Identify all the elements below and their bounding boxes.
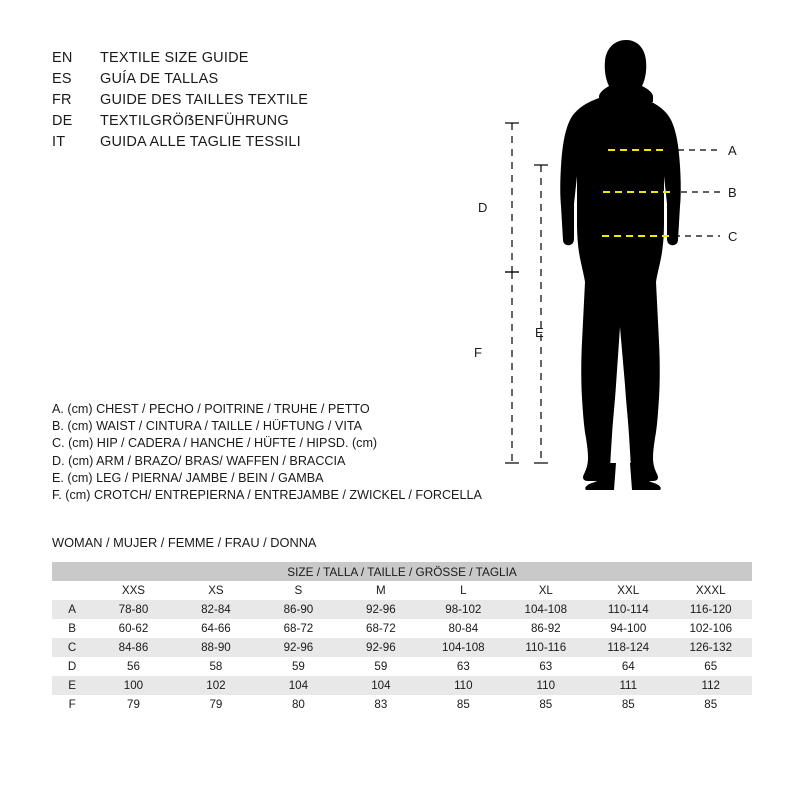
cell-f-l: 85 [422, 695, 504, 714]
cell-e-xl: 110 [505, 676, 587, 695]
woman-silhouette-icon [560, 40, 681, 490]
legend-block [52, 401, 532, 504]
label-a: A [728, 143, 737, 158]
title-block [52, 50, 472, 155]
label-f: F [474, 345, 482, 360]
legend-line-e: E. (cm) LEG / PIERNA/ JAMBE / BEIN / GAMBA [52, 470, 324, 485]
cell-f-xxs: 79 [92, 695, 174, 714]
column-xl: XL [505, 581, 587, 600]
table-row [52, 638, 752, 657]
gender-label: WOMAN / MUJER / FEMME / FRAU / DONNA [52, 535, 317, 550]
title-lang-es: ES [52, 71, 72, 87]
cell-b-xs: 64-66 [175, 619, 257, 638]
title-row [52, 134, 472, 155]
cell-a-s: 86-90 [257, 600, 339, 619]
cell-e-xxs: 100 [92, 676, 174, 695]
label-b: B [728, 185, 737, 200]
legend-line-c: C. (cm) HIP / CADERA / HANCHE / HÜFTE / HIPSD. (cm) [52, 436, 378, 451]
row-label-d: D [52, 657, 92, 676]
page-title-es: GUÍA DE TALLAS [100, 71, 219, 87]
cell-b-l: 80-84 [422, 619, 504, 638]
cell-c-xs: 88-90 [175, 638, 257, 657]
cell-f-s: 80 [257, 695, 339, 714]
title-row [52, 71, 472, 92]
table-row [52, 676, 752, 695]
page-title-fr: GUIDE DES TAILLES TEXTILE [100, 92, 309, 108]
cell-c-l: 104-108 [422, 638, 504, 657]
title-lang-it: IT [52, 134, 66, 150]
column-xxl: XXL [587, 581, 669, 600]
table-row [52, 657, 752, 676]
cell-f-xxxl: 85 [670, 695, 753, 714]
row-label-c: C [52, 638, 92, 657]
table-header-label: SIZE / TALLA / TAILLE / GRÖSSE / TAGLIA [52, 562, 752, 581]
cell-e-m: 104 [340, 676, 422, 695]
cell-c-xxs: 84-86 [92, 638, 174, 657]
cell-a-m: 92-96 [340, 600, 422, 619]
column-corner [52, 581, 92, 600]
legend-line-f: F. (cm) CROTCH/ ENTREPIERNA / ENTREJAMBE / ZWICKEL / FORCELLA [52, 488, 482, 503]
page-title-en: TEXTILE SIZE GUIDE [100, 50, 249, 66]
cell-b-xxl: 94-100 [587, 619, 669, 638]
cell-d-l: 63 [422, 657, 504, 676]
cell-d-m: 59 [340, 657, 422, 676]
dimension-e [534, 165, 548, 463]
cell-d-s: 59 [257, 657, 339, 676]
label-d: D [478, 200, 488, 215]
cell-a-l: 98-102 [422, 600, 504, 619]
table-row [52, 600, 752, 619]
cell-e-l: 110 [422, 676, 504, 695]
legend-line-a: A. (cm) CHEST / PECHO / POITRINE / TRUHE / PETTO [52, 402, 370, 416]
table-header-row [52, 562, 752, 581]
cell-a-xxs: 78-80 [92, 600, 174, 619]
column-s: S [257, 581, 339, 600]
row-label-f: F [52, 695, 92, 714]
cell-c-m: 92-96 [340, 638, 422, 657]
page-title-de: TEXTILGRÖẞENFÜHRUNG [100, 113, 289, 129]
label-e: E [535, 325, 544, 340]
cell-e-s: 104 [257, 676, 339, 695]
title-lang-fr: FR [52, 92, 72, 108]
page-title-it: GUIDA ALLE TAGLIE TESSILI [100, 134, 301, 150]
table-row [52, 619, 752, 638]
cell-c-xl: 110-116 [505, 638, 587, 657]
label-c: C [728, 229, 738, 244]
cell-b-xl: 86-92 [505, 619, 587, 638]
table-columns-row [52, 581, 752, 600]
cell-f-xxl: 85 [587, 695, 669, 714]
cell-b-xxxl: 102-106 [670, 619, 753, 638]
cell-e-xxl: 111 [587, 676, 669, 695]
title-lang-en: EN [52, 50, 73, 66]
cell-f-xs: 79 [175, 695, 257, 714]
cell-c-xxl: 118-124 [587, 638, 669, 657]
cell-c-s: 92-96 [257, 638, 339, 657]
cell-a-xxl: 110-114 [587, 600, 669, 619]
title-row [52, 50, 472, 71]
column-m: M [340, 581, 422, 600]
cell-b-m: 68-72 [340, 619, 422, 638]
cell-d-xs: 58 [175, 657, 257, 676]
size-table-wrapper [52, 562, 752, 714]
table-row [52, 695, 752, 714]
cell-d-xxxl: 65 [670, 657, 753, 676]
legend-line-b: B. (cm) WAIST / CINTURA / TAILLE / HÜFTUNG / VITA [52, 419, 362, 434]
cell-f-xl: 85 [505, 695, 587, 714]
column-l: L [422, 581, 504, 600]
cell-a-xxxl: 116-120 [670, 600, 753, 619]
title-row [52, 113, 472, 134]
column-xxxl: XXXL [670, 581, 753, 600]
cell-d-xxl: 64 [587, 657, 669, 676]
dimension-d [505, 123, 519, 272]
row-label-a: A [52, 600, 92, 619]
title-lang-de: DE [52, 113, 73, 129]
row-label-b: B [52, 619, 92, 638]
cell-d-xxs: 56 [92, 657, 174, 676]
cell-d-xl: 63 [505, 657, 587, 676]
cell-c-xxxl: 126-132 [670, 638, 753, 657]
cell-e-xs: 102 [175, 676, 257, 695]
cell-b-s: 68-72 [257, 619, 339, 638]
cell-f-m: 83 [340, 695, 422, 714]
legend-line-d: D. (cm) ARM / BRAZO/ BRAS/ WAFFEN / BRACCIA [52, 453, 346, 468]
cell-a-xs: 82-84 [175, 600, 257, 619]
column-xs: XS [175, 581, 257, 600]
cell-b-xxs: 60-62 [92, 619, 174, 638]
row-label-e: E [52, 676, 92, 695]
cell-a-xl: 104-108 [505, 600, 587, 619]
title-row [52, 92, 472, 113]
column-xxs: XXS [92, 581, 174, 600]
size-table [52, 562, 752, 714]
cell-e-xxxl: 112 [670, 676, 753, 695]
